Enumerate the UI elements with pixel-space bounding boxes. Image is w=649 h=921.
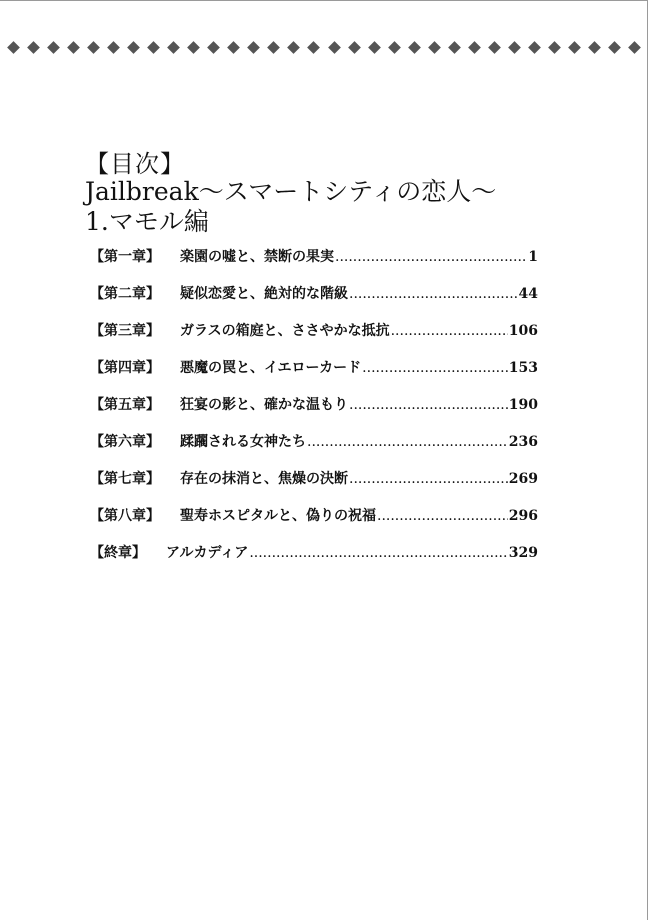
page-number: 44 xyxy=(518,286,538,302)
page-number: 190 xyxy=(508,397,538,413)
toc-entry[interactable] xyxy=(90,542,538,579)
diamond-ornament xyxy=(47,41,60,54)
diamond-ornament xyxy=(187,41,200,54)
dot-leader xyxy=(349,397,508,413)
chapter-label: 【第四章】 xyxy=(90,360,160,376)
page-number: 236 xyxy=(508,434,538,450)
toc-heading: 【目次】 xyxy=(85,150,185,179)
diamond-ornament xyxy=(288,41,301,54)
diamond-ornament xyxy=(167,41,180,54)
toc-entry[interactable] xyxy=(90,320,538,357)
chapter-label: 【第五章】 xyxy=(90,397,160,413)
diamond-ornament xyxy=(308,41,321,54)
dot-leader xyxy=(249,545,507,561)
diamond-ornament xyxy=(127,41,140,54)
diamond-ornament xyxy=(348,41,361,54)
diamond-ornament xyxy=(67,41,80,54)
toc-entry[interactable] xyxy=(90,357,538,394)
chapter-label: 【第八章】 xyxy=(90,508,160,524)
diamond-ornament xyxy=(508,41,521,54)
diamond-ornament xyxy=(388,41,401,54)
diamond-ornament xyxy=(468,41,481,54)
diamond-ornament xyxy=(628,41,641,54)
diamond-ornament xyxy=(147,41,160,54)
diamond-ornament xyxy=(87,41,100,54)
toc-entry[interactable] xyxy=(90,283,538,320)
diamond-ornament xyxy=(608,41,621,54)
chapter-label: 【第三章】 xyxy=(90,323,160,339)
diamond-ornament xyxy=(568,41,581,54)
diamond-ornament xyxy=(227,41,240,54)
diamond-ornament xyxy=(588,41,601,54)
chapter-label: 【終章】 xyxy=(90,545,146,561)
diamond-ornament xyxy=(207,41,220,54)
toc-entry[interactable] xyxy=(90,431,538,468)
chapter-label: 【第七章】 xyxy=(90,471,160,487)
chapter-title: 狂宴の影と、確かな温もり xyxy=(180,397,348,413)
toc-entry[interactable] xyxy=(90,394,538,431)
page-number: 153 xyxy=(508,360,538,376)
diamond-ornament xyxy=(488,41,501,54)
diamond-ornament xyxy=(428,41,441,54)
dot-leader xyxy=(377,508,508,524)
chapter-label: 【第二章】 xyxy=(90,286,160,302)
page-number: 1 xyxy=(528,249,538,265)
toc-entry[interactable] xyxy=(90,468,538,505)
chapter-title: 疑似恋愛と、絶対的な階級 xyxy=(180,286,348,302)
diamond-ornament xyxy=(548,41,561,54)
chapter-title: ガラスの箱庭と、ささやかな抵抗 xyxy=(180,323,390,339)
page-number: 329 xyxy=(508,545,538,561)
page-number: 269 xyxy=(508,471,538,487)
diamond-ornament xyxy=(528,41,541,54)
diamond-ornament xyxy=(408,41,421,54)
book-title: Jailbreak～スマートシティの恋人～ xyxy=(85,177,497,206)
page-number: 296 xyxy=(508,508,538,524)
dot-leader xyxy=(349,471,508,487)
toc-entry[interactable] xyxy=(90,505,538,542)
chapter-title: 蹂躙される女神たち xyxy=(180,434,306,450)
dot-leader xyxy=(362,360,508,376)
chapter-title: 楽園の嘘と、禁断の果実 xyxy=(180,249,334,265)
diamond-ornament-row xyxy=(4,37,644,57)
chapter-title: アルカディア xyxy=(166,545,249,561)
diamond-ornament xyxy=(27,41,40,54)
chapter-label: 【第一章】 xyxy=(90,249,160,265)
chapter-title: 聖寿ホスピタルと、偽りの祝福 xyxy=(180,508,376,524)
toc-entry[interactable] xyxy=(90,246,538,283)
toc-list xyxy=(90,246,538,579)
diamond-ornament xyxy=(268,41,281,54)
diamond-ornament xyxy=(107,41,120,54)
diamond-ornament xyxy=(448,41,461,54)
chapter-title: 悪魔の罠と、イエローカード xyxy=(180,360,362,376)
book-subtitle: 1.マモル編 xyxy=(85,207,209,236)
diamond-ornament xyxy=(7,41,20,54)
diamond-ornament xyxy=(368,41,381,54)
dot-leader xyxy=(335,249,527,265)
dot-leader xyxy=(307,434,508,450)
dot-leader xyxy=(349,286,518,302)
page-number: 106 xyxy=(508,323,538,339)
diamond-ornament xyxy=(248,41,261,54)
chapter-title: 存在の抹消と、焦燥の決断 xyxy=(180,471,348,487)
diamond-ornament xyxy=(328,41,341,54)
chapter-label: 【第六章】 xyxy=(90,434,160,450)
dot-leader xyxy=(391,323,508,339)
